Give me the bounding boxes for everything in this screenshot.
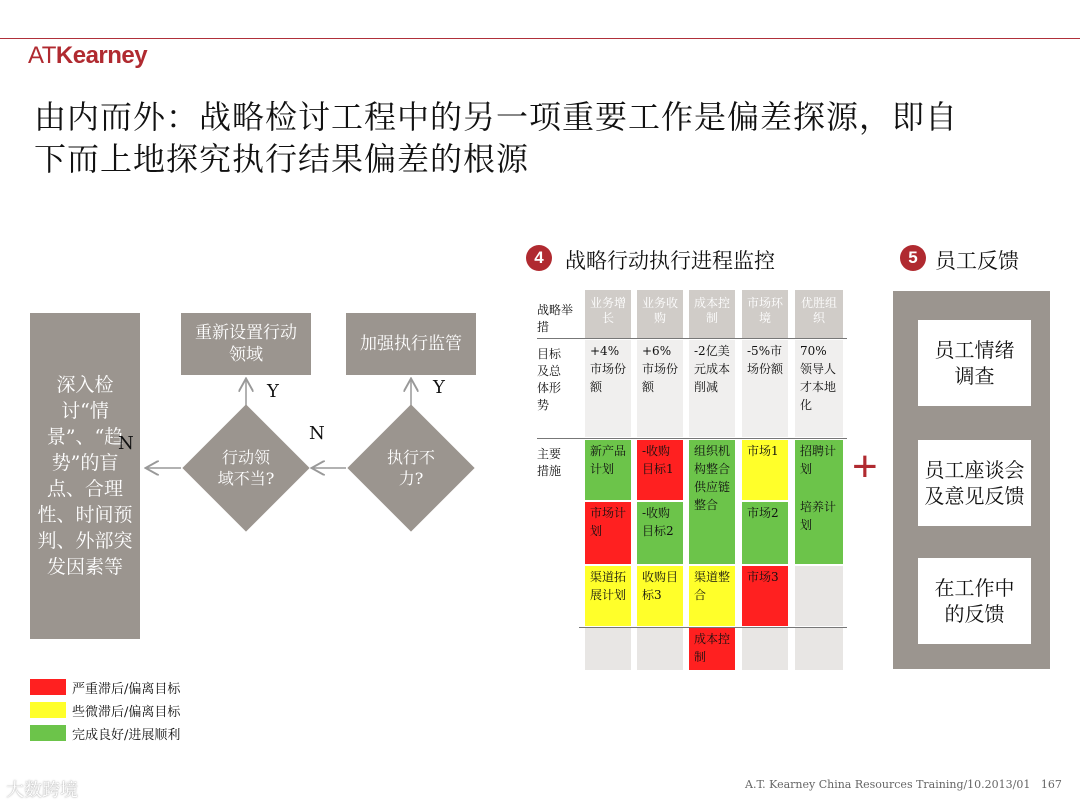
page-number: 167 bbox=[1040, 778, 1062, 791]
grid-corner-label: 战略举措 bbox=[537, 303, 574, 334]
measure-recruiting-text: 招聘计划 bbox=[800, 444, 837, 476]
plus-sign: + bbox=[852, 442, 878, 491]
measure-market-2: 市场2 bbox=[742, 502, 788, 564]
grid-empty-cell bbox=[585, 628, 631, 670]
decision-diamond-exec-label: 执行不力? bbox=[386, 448, 435, 488]
measure-training-text: 培养计划 bbox=[800, 500, 837, 532]
yes-label-exec: Y bbox=[433, 377, 445, 398]
target-cost: -2亿美元成本削减 bbox=[689, 340, 735, 437]
measure-supply-chain-text: 供应链整合 bbox=[694, 480, 731, 512]
grid-empty-cell bbox=[795, 566, 843, 626]
legend-label-green: 完成良好/进展顺利 bbox=[72, 728, 181, 743]
watermark: 大数跨境 bbox=[6, 780, 78, 801]
feedback-item-meetings: 员工座谈会及意见反馈 bbox=[918, 440, 1031, 526]
measure-channel-expansion: 渠道拓展计划 bbox=[585, 566, 631, 626]
measure-acquisition-target-1: -收购目标1 bbox=[637, 440, 683, 500]
root-cause-box: 深入检讨“情景”、“趋势”的盲点、合理性、时间预判、外部突发因素等 bbox=[30, 313, 140, 639]
footer-source-text: A.T. Kearney China Resources Training/10.2013/01 bbox=[745, 778, 1031, 791]
legend-swatch-red bbox=[30, 679, 66, 695]
section5-title: 员工反馈 bbox=[935, 249, 1019, 273]
page-title-line1: 由内而外：战略检讨工程中的另一项重要工作是偏差探源，即自 bbox=[34, 98, 959, 136]
measure-cost-control: 成本控制 bbox=[689, 628, 735, 670]
measure-org-integration-text: 组织机构整合 bbox=[694, 444, 731, 476]
measure-new-product: 新产品计划 bbox=[585, 440, 631, 500]
reset-action-domain-box: 重新设置行动领域 bbox=[181, 313, 311, 375]
legend-swatch-green bbox=[30, 725, 66, 741]
col-header-cost: 成本控制 bbox=[689, 290, 735, 338]
measure-org-integration bbox=[689, 440, 735, 564]
grid-rule bbox=[537, 438, 847, 439]
measure-channel-integration: 渠道整合 bbox=[689, 566, 735, 626]
page-title bbox=[34, 96, 1044, 180]
target-acquisition: +6%市场份额 bbox=[637, 340, 683, 437]
feedback-item-onthejob: 在工作中的反馈 bbox=[918, 558, 1031, 644]
col-header-growth: 业务增长 bbox=[585, 290, 631, 338]
col-header-acquisition: 业务收购 bbox=[637, 290, 683, 338]
grid-rule bbox=[579, 627, 847, 628]
measure-market-plan: 市场计划 bbox=[585, 502, 631, 564]
measure-market-1: 市场1 bbox=[742, 440, 788, 500]
section4-number-badge: 4 bbox=[526, 245, 552, 271]
decision-diamond-domain-label: 行动领域不当? bbox=[217, 448, 275, 488]
grid-empty-cell bbox=[795, 628, 843, 670]
section5-number-badge: 5 bbox=[900, 245, 926, 271]
section4-title: 战略行动执行进程监控 bbox=[565, 249, 775, 273]
feedback-item-survey: 员工情绪调查 bbox=[918, 320, 1031, 406]
grid-target-label: 目标及总体形势 bbox=[537, 347, 562, 412]
grid-empty-cell bbox=[742, 628, 788, 670]
target-growth: +4%市场份额 bbox=[585, 340, 631, 437]
yes-label-domain: Y bbox=[267, 381, 279, 402]
page-title-line2: 下而上地探究执行结果偏差的根源 bbox=[34, 140, 530, 178]
legend-label-red: 严重滞后/偏离目标 bbox=[72, 682, 181, 697]
grid-empty-cell bbox=[637, 628, 683, 670]
no-label-domain: N bbox=[118, 433, 134, 454]
legend-label-yellow: 些微滞后/偏离目标 bbox=[72, 705, 181, 720]
measure-acquisition-target-3: 收购目标3 bbox=[637, 566, 683, 626]
legend-swatch-yellow bbox=[30, 702, 66, 718]
no-label-exec: N bbox=[309, 423, 325, 444]
target-organization: 70%领导人才本地化 bbox=[795, 340, 843, 437]
strengthen-supervision-box: 加强执行监管 bbox=[346, 313, 476, 375]
grid-measures-label: 主要措施 bbox=[537, 447, 562, 478]
target-market: -5%市场份额 bbox=[742, 340, 788, 437]
company-logo: ATKearney bbox=[28, 42, 148, 69]
measure-market-3: 市场3 bbox=[742, 566, 788, 626]
top-rule bbox=[0, 38, 1080, 39]
col-header-market: 市场环境 bbox=[742, 290, 788, 338]
footer-source bbox=[745, 778, 1062, 791]
grid-rule bbox=[537, 338, 847, 339]
measure-acquisition-target-2: -收购目标2 bbox=[637, 502, 683, 564]
col-header-organization: 优胜组织 bbox=[795, 290, 843, 338]
measure-recruiting-training bbox=[795, 440, 843, 564]
